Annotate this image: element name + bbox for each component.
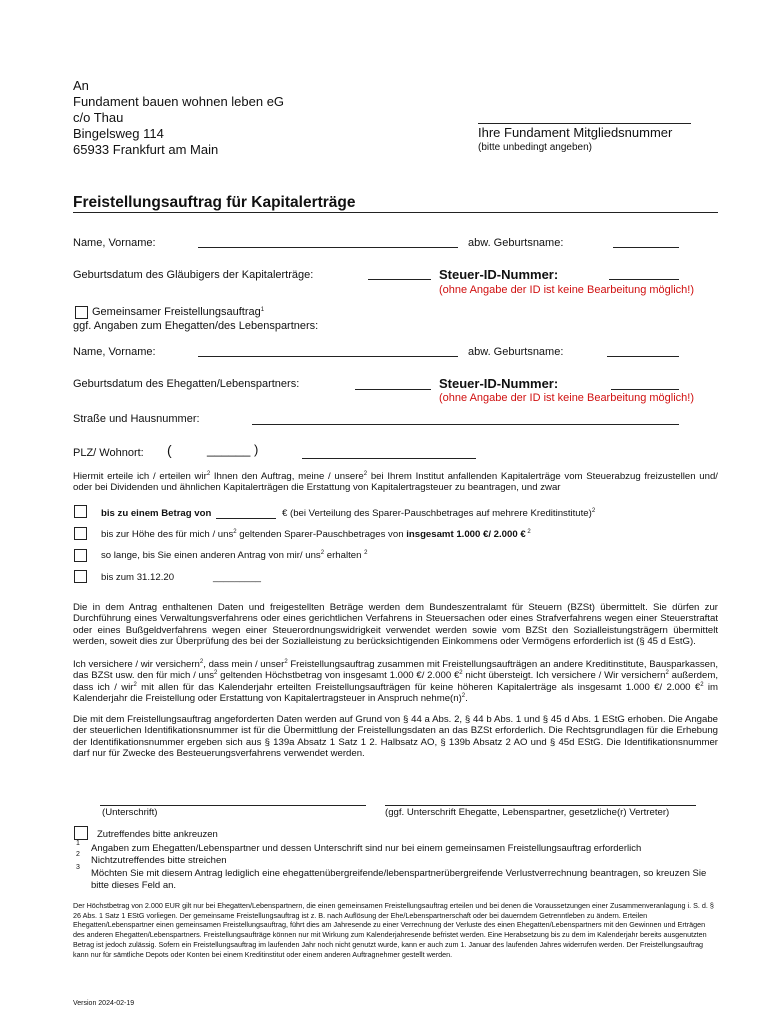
recipient-line: Fundament bauen wohnen leben eG xyxy=(73,94,285,109)
footnote-ref: 2 xyxy=(364,550,368,556)
footnote-number: 1 xyxy=(76,840,80,847)
option-amount-label: bis zu einem Betrag von xyxy=(101,508,212,519)
spouse-name-label: Name, Vorname: xyxy=(73,346,156,358)
option-until-date-field[interactable]: _________ xyxy=(213,572,262,583)
plz-open-paren: ( xyxy=(167,442,172,458)
request-text: Ihnen den Auftrag, meine / unsere xyxy=(210,471,364,482)
legal-text: Freistellungsauftrag zusammen mit Freistellungsaufträgen an andere Kreditinstitute, Bausparkassen, das BZSt usw. den für mich / uns xyxy=(73,659,719,682)
option-until-revoked-text: so lange, bis Sie einen anderen Antrag von mir/ uns xyxy=(101,550,321,561)
footnote-ref: 1 xyxy=(260,307,265,313)
legal-paragraph-2 xyxy=(73,659,718,705)
creditor-dob-field[interactable] xyxy=(368,279,431,280)
spouse-birthname-label: abw. Geburtsname: xyxy=(468,346,564,358)
joint-order-text: Gemeinsamer Freistellungsauftrag xyxy=(92,306,261,318)
spouse-taxid-label: Steuer-ID-Nummer: xyxy=(439,376,559,391)
option-amount-checkbox[interactable] xyxy=(74,505,87,518)
recipient-line: 65933 Frankfurt am Main xyxy=(73,142,219,157)
creditor-taxid-label: Steuer-ID-Nummer: xyxy=(439,267,559,282)
footnote-ref: 2 xyxy=(284,659,288,665)
legal-text: mit allen für das Kalenderjahr erteilten Freistellungsaufträgen für keine höheren Kapitalerträge als insgesamt 1.000 €/ 2.000 € xyxy=(136,681,701,693)
legal-text: im Kalenderjahr die Freistellung oder Erstattung von Kapitalertragsteuer in Anspruch nehme(n) xyxy=(73,681,718,705)
spouse-signature-label: (ggf. Unterschrift Ehegatte, Lebenspartner, gesetzliche(r) Vertreter) xyxy=(385,807,670,818)
footnote-box-text: Zutreffendes bitte ankreuzen xyxy=(97,829,218,840)
spouse-taxid-note: (ohne Angabe der ID ist keine Bearbeitung möglich!) xyxy=(439,392,694,404)
creditor-birthname-label: abw. Geburtsname: xyxy=(468,237,564,249)
creditor-birthname-field[interactable] xyxy=(613,247,679,248)
plz-label: PLZ/ Wohnort: xyxy=(73,447,144,459)
footnote-ref: 2 xyxy=(591,508,596,514)
footnote-number: 2 xyxy=(76,851,80,858)
joint-sub-label: ggf. Angaben zum Ehegatten/des Lebenspartners: xyxy=(73,320,319,332)
spouse-taxid-field[interactable] xyxy=(611,389,679,390)
signature-field[interactable] xyxy=(100,805,366,806)
footnote-ref: 2 xyxy=(461,693,466,700)
legal-text: . xyxy=(465,693,468,705)
option-full-text: bis zur Höhe des für mich / uns xyxy=(101,529,234,540)
request-paragraph xyxy=(73,471,718,494)
footnote-ref: 2 xyxy=(459,670,463,677)
recipient-line: c/o Thau xyxy=(73,110,124,125)
legal-text: , dass mein / unser xyxy=(203,659,285,670)
plz-field[interactable]: ______ ) xyxy=(207,442,259,457)
legal-paragraph-1: Die in dem Antrag enthaltenen Daten und freigestellten Beträge werden dem Bundeszentralamt für Steuern (BZSt) übermittelt. Sie dürfen zur Durchführung eines Verwaltungsverfahrens oder eines gerichtlichen Verfahrens in Steuersachen oder eines Strafverfahrens wegen einer Steuerstraftat oder eines Bußgeldverfahrens wegen einer Steuerordnungswidrigkeit verwendet werden sowie vom BZSt den Sozialleistungsträgern übermittelt werden, soweit dies zur Überprüfung des bei der Sozialleistung zu berücksichtigenden Einkommens oder Vermögens erforderlich ist (§ 45 d EstG). xyxy=(73,602,718,648)
member-number-label: Ihre Fundament Mitgliedsnummer xyxy=(478,125,673,140)
title-rule xyxy=(73,212,718,213)
footnote-ref: 2 xyxy=(233,529,237,535)
spouse-dob-field[interactable] xyxy=(355,389,431,390)
footnote-1: Angaben zum Ehegatten/Lebenspartner und dessen Unterschrift sind nur bei einem gemeinsamen Freistellungsauftrag erforderlich xyxy=(91,843,642,854)
request-text: Hiermit erteile ich / erteilen wir xyxy=(73,471,207,482)
spouse-name-field[interactable] xyxy=(198,356,458,357)
member-number-hint: (bitte unbedingt angeben) xyxy=(478,142,592,153)
page-title: Freistellungsauftrag für Kapitalerträge xyxy=(73,194,356,211)
option-full-amount: insgesamt 1.000 €/ 2.000 € xyxy=(406,529,526,540)
footnote-ref: 2 xyxy=(320,550,325,556)
footnote-2: Nichtzutreffendes bitte streichen xyxy=(91,855,227,866)
option-until-revoked-checkbox[interactable] xyxy=(74,549,87,562)
creditor-name-label: Name, Vorname: xyxy=(73,237,156,249)
small-print: Der Höchstbetrag von 2.000 EUR gilt nur bei Ehegatten/Lebenspartnern, die einen gemeinsamen Freistellungsauftrag erteilen und bei denen die Voraussetzungen einer Zusammenveranlagung i. S. d. § 26 Abs. 1 Satz 1 EStG vorliegen. Der gemeinsame Freistellungsauftrag ist z. B. nach Auflösung der Ehe/Lebenspartnerschaft oder bei dauerndem Getrenntleben zu ändern. Erteilen Ehegatten/Lebenspartner einen gemeinsamen Freistellungsauftrag, führt dies am Jahresende zu einer Verrechnung der Verluste des einen Ehegatten/Lebenspartners mit den Gewinnen und Erträgen des anderen Ehegatten/Lebenspartners. Freistellungsaufträge können nur mit Wirkung zum Kalenderjahresende befristet werden. Eine Herabsetzung bis zu dem im Kalenderjahr bereits ausgenutzten Betrag ist jedoch zulässig. Sofern ein Freistellungsauftrag im laufenden Jahr noch nicht genutzt wurde, kann er auch zum 1. Januar des laufenden Jahres widerrufen werden. Der Freistellungsauftrag kann nur für sämtliche Depots oder Konten bei einem Kreditinstitut oder einem anderen Auftragnehmer gestellt werden. xyxy=(73,901,714,959)
street-label: Straße und Hausnummer: xyxy=(73,413,200,425)
footnote-ref: 2 xyxy=(700,681,704,688)
footnote-ref: 2 xyxy=(206,471,211,477)
option-until-date-checkbox[interactable] xyxy=(74,570,87,583)
recipient-address xyxy=(73,78,284,158)
joint-order-label xyxy=(92,306,264,318)
request-text: bei Ihrem Institut anfallenden Kapitalerträge vom Steuerabzug freizustellen und/ oder bei Dividenden und ähnlichen Kapitalerträgen die Erstattung von Kapitalertragsteuer zu beantragen, und zwar xyxy=(73,471,718,494)
street-field[interactable] xyxy=(252,424,679,425)
creditor-taxid-field[interactable] xyxy=(609,279,679,280)
option-until-revoked-text: erhalten xyxy=(324,550,365,561)
option-full-text: geltenden Sparer-Pauschbetrages von xyxy=(236,529,407,540)
member-number-field[interactable] xyxy=(478,123,691,124)
footnote-3: Möchten Sie mit diesem Antrag lediglich eine ehegattenübergreifende/lebenspartnerübergreifende Verlustverrechnung beantragen, so kreuzen Sie bitte dieses Feld an. xyxy=(91,868,707,891)
city-field[interactable] xyxy=(302,458,476,459)
recipient-line: An xyxy=(73,78,89,93)
spouse-signature-field[interactable] xyxy=(385,805,696,806)
footnote-ref: 2 xyxy=(665,670,669,677)
option-amount-suffix: € (bei Verteilung des Sparer-Pauschbetrages auf mehrere Kreditinstitute) xyxy=(282,508,592,519)
footnote-ref: 2 xyxy=(133,681,137,688)
signature-label: (Unterschrift) xyxy=(102,807,158,818)
footnote-ref: 2 xyxy=(525,529,531,535)
creditor-taxid-note: (ohne Angabe der ID ist keine Bearbeitung möglich!) xyxy=(439,284,694,296)
legal-text: Ich versichere / wir versichern xyxy=(73,659,200,670)
joint-order-checkbox[interactable] xyxy=(75,306,88,319)
legal-text: nicht übersteigt. Ich versichere / Wir versichern xyxy=(462,670,666,682)
option-amount-field[interactable] xyxy=(216,518,276,519)
legal-paragraph-3: Die mit dem Freistellungsauftrag angeforderten Daten werden auf Grund von § 44 a Abs. 2, § 44 b Abs. 1 und § 45 d Abs. 1 EStG erhoben. Die Angabe der steuerlichen Identifikationsnummer ist für die Übermittlung der Freistellungsdaten an das BZSt erforderlich. Die Rechtsgrundlagen für die Erhebung der Identifikationsnummer ergeben sich aus § 139a Absatz 1 Satz 1 2. Halbsatz AO, § 139b Absatz 2 AO und § 45d EStG. Die Identifikationsnummer darf nur für Zwecke des Besteuerungsverfahrens verwendet werden. xyxy=(73,714,718,760)
verlustverrechnung-checkbox[interactable] xyxy=(74,826,88,840)
footnote-ref: 2 xyxy=(214,670,218,677)
recipient-line: Bingelsweg 114 xyxy=(73,126,164,141)
version-label: Version 2024-02-19 xyxy=(73,1000,135,1007)
option-full-checkbox[interactable] xyxy=(74,527,87,540)
legal-text: geltenden Höchstbetrag von insgesamt 1.000 €/ 2.000 € xyxy=(217,670,460,682)
option-until-revoked-label xyxy=(101,550,367,561)
footnote-number: 3 xyxy=(76,864,80,871)
option-full-label xyxy=(101,529,531,540)
legal-text: außerdem, dass ich / wir xyxy=(73,670,718,693)
option-amount-text xyxy=(282,508,595,519)
creditor-name-field[interactable] xyxy=(198,247,458,248)
creditor-dob-label: Geburtsdatum des Gläubigers der Kapitalerträge: xyxy=(73,269,314,281)
option-until-date-label: bis zum 31.12.20 xyxy=(101,572,175,583)
footnote-ref: 2 xyxy=(199,659,204,665)
spouse-birthname-field[interactable] xyxy=(607,356,679,357)
footnote-ref: 2 xyxy=(363,471,368,477)
spouse-dob-label: Geburtsdatum des Ehegatten/Lebenspartners: xyxy=(73,378,300,390)
